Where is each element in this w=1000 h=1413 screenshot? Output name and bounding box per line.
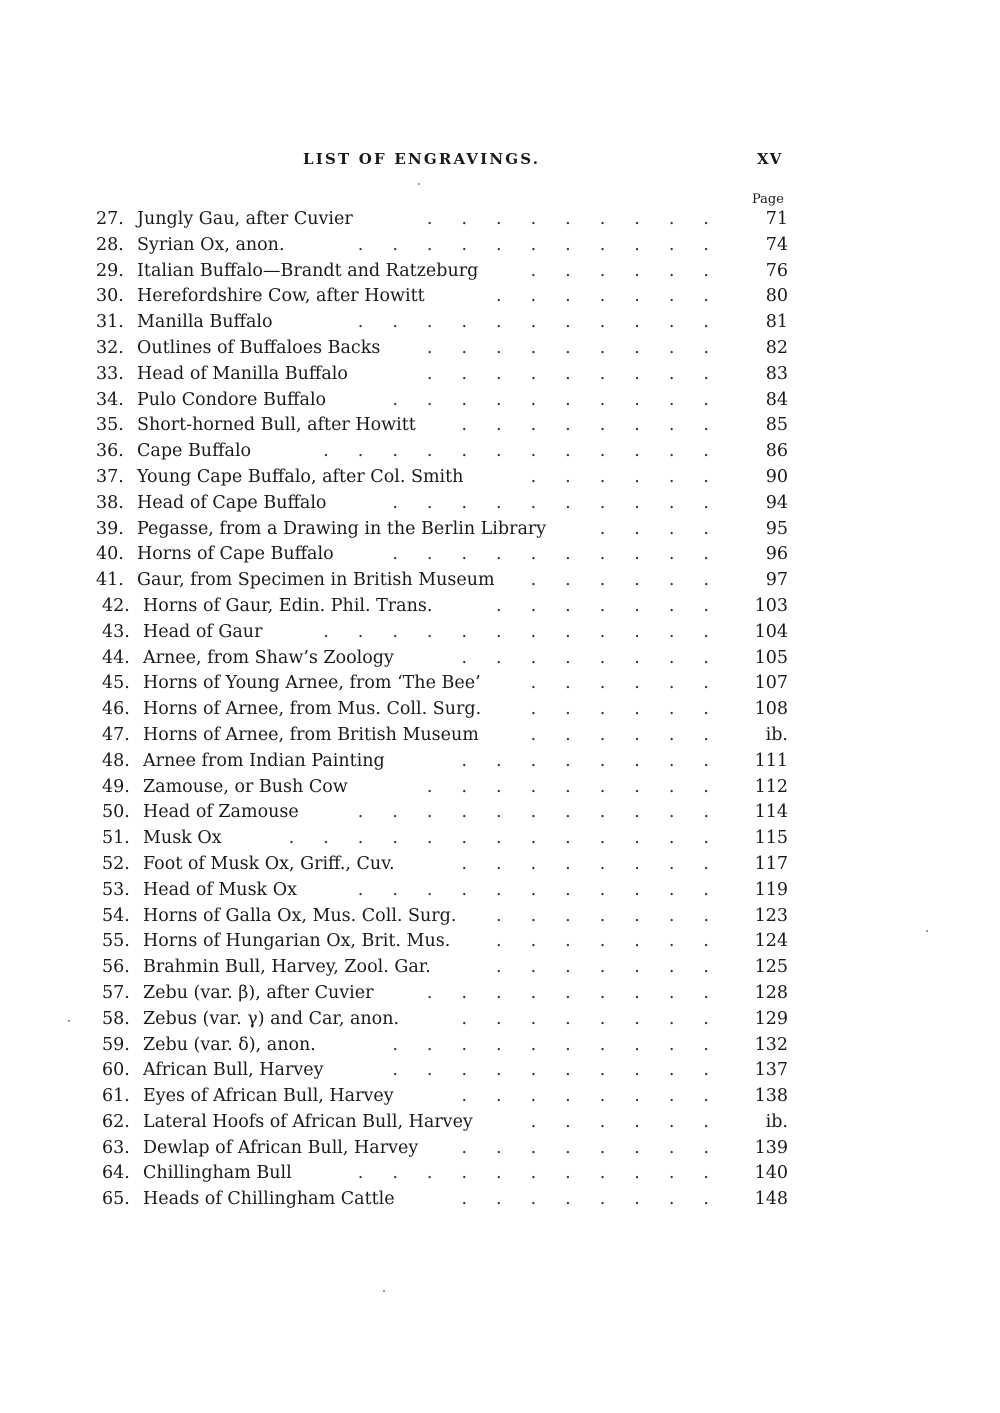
entry-title: Musk Ox [143,828,222,849]
dot-leader: .......... [392,492,738,513]
dot-leader: ....... [496,286,738,307]
entry-page: 137 [754,1060,788,1081]
entry-number: 39. [96,518,124,539]
entry-number: 45. [102,673,130,694]
entry-title: Syrian Ox, anon. [137,234,285,255]
entry-page: 97 [765,570,788,591]
entry-number: 52. [102,853,130,874]
list-item [0,388,1000,414]
dot-leader: ......... [426,363,738,384]
paper-speck [68,1020,70,1022]
entry-title: Zebu (var. β), after Cuvier [143,982,374,1003]
entry-number: 44. [102,647,130,668]
entry-page: 125 [754,957,788,978]
entry-title: Heads of Chillingham Cattle [143,1189,395,1210]
entry-title: Zebu (var. δ), anon. [143,1034,316,1055]
entry-page: 86 [765,441,788,462]
entry-number: 61. [102,1086,130,1107]
entry-page: 117 [754,853,788,874]
list-item [0,697,1000,723]
list-item [0,259,1000,285]
entry-page: 115 [754,828,788,849]
dot-leader: ............ [323,441,738,462]
entry-page: 83 [765,363,788,384]
dot-leader: ...... [530,260,738,281]
entry-page: 112 [754,776,788,797]
paper-speck [418,183,420,185]
entry-page: 104 [754,621,788,642]
dot-leader: .......... [392,1060,738,1081]
list-item [0,1110,1000,1136]
entry-page: 119 [754,879,788,900]
list-item [0,878,1000,904]
entry-number: 56. [102,957,130,978]
entry-page: 82 [765,337,788,358]
entry-number: 28. [96,234,124,255]
entry-title: Chillingham Bull [143,1163,292,1184]
entry-number: 49. [102,776,130,797]
entry-page: 76 [765,260,788,281]
entry-number: 64. [102,1163,130,1184]
dot-leader: ........ [461,750,738,771]
list-item [0,646,1000,672]
dot-leader: ......... [426,776,738,797]
dot-leader: ....... [496,931,738,952]
list-item [0,542,1000,568]
list-item [0,826,1000,852]
entry-title: Horns of Arnee, from Mus. Coll. Surg. [143,699,482,720]
dot-leader: .......... [392,544,738,565]
entry-number: 59. [102,1034,130,1055]
list-item [0,620,1000,646]
entry-page: 138 [754,1086,788,1107]
dot-leader: ........ [461,647,738,668]
entry-number: 32. [96,337,124,358]
list-item [0,284,1000,310]
entry-page: ib. [765,1111,788,1132]
paper-speck [383,1290,385,1292]
list-item [0,723,1000,749]
list-item [0,1058,1000,1084]
entry-title: Zebus (var. γ) and Car, anon. [143,1008,400,1029]
entry-page: 108 [754,699,788,720]
entry-title: Horns of Young Arnee, from ‘The Bee’ [143,673,481,694]
dot-leader: ........ [461,1189,738,1210]
dot-leader: ........... [357,879,738,900]
dot-leader: ...... [530,570,738,591]
entry-page: 94 [765,492,788,513]
entry-page: 105 [754,647,788,668]
list-item [0,336,1000,362]
entry-title: Horns of Arnee, from British Museum [143,724,479,745]
dot-leader: ...... [530,1111,738,1132]
list-item [0,1084,1000,1110]
list-item [0,1007,1000,1033]
entry-title: Head of Gaur [143,621,263,642]
entry-title: Eyes of African Bull, Harvey [143,1086,394,1107]
list-item [0,1161,1000,1187]
entry-title: Arnee from Indian Painting [143,750,385,771]
entry-page: 139 [754,1137,788,1158]
list-item [0,362,1000,388]
entry-title: Horns of Gaur, Edin. Phil. Trans. [143,595,433,616]
entry-page: 111 [754,750,788,771]
dot-leader: ........... [357,312,738,333]
entry-page: 124 [754,931,788,952]
entry-number: 42. [102,595,130,616]
entry-title: Horns of Hungarian Ox, Brit. Mus. [143,931,451,952]
entry-number: 34. [96,389,124,410]
entry-page: 140 [754,1163,788,1184]
entry-number: 41. [96,570,124,591]
dot-leader: ....... [496,595,738,616]
entry-page: 123 [754,905,788,926]
entry-page: 128 [754,982,788,1003]
entry-page: 148 [754,1189,788,1210]
list-item [0,852,1000,878]
dot-leader: ......... [426,209,738,229]
entry-page: 96 [765,544,788,565]
entry-page: 71 [765,209,788,229]
entry-page: 80 [765,286,788,307]
list-item [0,594,1000,620]
entry-title: Jungly Gau, after Cuvier [137,209,353,229]
dot-leader: ........ [461,1137,738,1158]
dot-leader: ............. [288,828,738,849]
list-item [0,568,1000,594]
list-item [0,1187,1000,1213]
entry-title: Head of Musk Ox [143,879,297,900]
dot-leader: ........... [357,802,738,823]
entry-page: 84 [765,389,788,410]
entry-title: Italian Buffalo—Brandt and Ratzeburg [137,260,479,281]
list-item [0,233,1000,259]
dot-leader: ...... [530,466,738,487]
entry-number: 62. [102,1111,130,1132]
entry-page: 74 [765,234,788,255]
list-item [0,800,1000,826]
entry-number: 33. [96,363,124,384]
list-item [0,491,1000,517]
entry-page: 114 [754,802,788,823]
dot-leader: ....... [496,905,738,926]
entry-page: 107 [754,673,788,694]
dot-leader: ........ [461,415,738,436]
entry-title: Arnee, from Shaw’s Zoology [143,647,394,668]
list-item [0,413,1000,439]
page-title: LIST OF ENGRAVINGS. [303,150,541,168]
list-item [0,310,1000,336]
entry-number: 37. [96,466,124,487]
dot-leader: ...... [530,673,738,694]
dot-leader: ......... [426,337,738,358]
page-column-label: Page [752,192,784,207]
dot-leader: .... [599,518,738,539]
dot-leader: .......... [392,389,738,410]
list-item [0,981,1000,1007]
entry-title: Pulo Condore Buffalo [137,389,327,410]
entry-number: 29. [96,260,124,281]
list-item [0,929,1000,955]
entry-number: 46. [102,699,130,720]
dot-leader: ............ [323,621,738,642]
list-item [0,775,1000,801]
dot-leader: ...... [530,724,738,745]
entry-title: Horns of Cape Buffalo [137,544,334,565]
dot-leader: ........ [461,1008,738,1029]
entry-number: 38. [96,492,124,513]
entry-number: 53. [102,879,130,900]
dot-leader: .......... [392,1034,738,1055]
entry-number: 47. [102,724,130,745]
dot-leader: ........ [461,853,738,874]
engravings-list [0,207,1000,1213]
list-item [0,749,1000,775]
entry-page: 90 [765,466,788,487]
dot-leader: ....... [496,957,738,978]
list-item [0,1136,1000,1162]
entry-title: Head of Zamouse [143,802,299,823]
entry-title: Horns of Galla Ox, Mus. Coll. Surg. [143,905,457,926]
entry-page: 95 [765,518,788,539]
entry-title: Pegasse, from a Drawing in the Berlin Library [137,518,547,539]
entry-number: 30. [96,286,124,307]
entry-title: African Bull, Harvey [143,1060,324,1081]
list-item [0,465,1000,491]
entry-number: 43. [102,621,130,642]
entry-number: 48. [102,750,130,771]
entry-title: Dewlap of African Bull, Harvey [143,1137,419,1158]
entry-page: 129 [754,1008,788,1029]
entry-number: 40. [96,544,124,565]
entry-title: Foot of Musk Ox, Griff., Cuv. [143,853,395,874]
page-number: XV [757,150,783,168]
entry-number: 27. [96,209,124,229]
entry-number: 60. [102,1060,130,1081]
list-item [0,955,1000,981]
list-item [0,671,1000,697]
dot-leader: ......... [426,982,738,1003]
dot-leader: ........ [461,1086,738,1107]
entry-title: Brahmin Bull, Harvey, Zool. Gar. [143,957,431,978]
entry-title: Gaur, from Specimen in British Museum [137,570,495,591]
entry-page: 81 [765,312,788,333]
entry-title: Manilla Buffalo [137,312,273,333]
list-item [0,439,1000,465]
entry-title: Zamouse, or Bush Cow [143,776,348,797]
entry-page: 103 [754,595,788,616]
entry-title: Outlines of Buffaloes Backs [137,337,381,358]
list-item [0,904,1000,930]
entry-title: Young Cape Buffalo, after Col. Smith [137,466,464,487]
entry-number: 55. [102,931,130,952]
entry-page: 132 [754,1034,788,1055]
running-head [0,150,1000,172]
entry-number: 63. [102,1137,130,1158]
list-item [0,1033,1000,1059]
entry-number: 54. [102,905,130,926]
list-item [0,207,1000,233]
entry-number: 35. [96,415,124,436]
entry-number: 31. [96,312,124,333]
entry-title: Lateral Hoofs of African Bull, Harvey [143,1111,473,1132]
entry-number: 51. [102,828,130,849]
paper-speck [926,930,928,932]
list-item [0,517,1000,543]
entry-title: Cape Buffalo [137,441,252,462]
entry-number: 58. [102,1008,130,1029]
dot-leader: ...... [530,699,738,720]
dot-leader: ........... [357,234,738,255]
entry-number: 65. [102,1189,130,1210]
entry-title: Head of Manilla Buffalo [137,363,348,384]
dot-leader: ........... [357,1163,738,1184]
entry-number: 50. [102,802,130,823]
entry-page: 85 [765,415,788,436]
entry-title: Herefordshire Cow, after Howitt [137,286,425,307]
entry-number: 57. [102,982,130,1003]
entry-title: Short-horned Bull, after Howitt [137,415,416,436]
entry-number: 36. [96,441,124,462]
entry-title: Head of Cape Buffalo [137,492,327,513]
entry-page: ib. [765,724,788,745]
